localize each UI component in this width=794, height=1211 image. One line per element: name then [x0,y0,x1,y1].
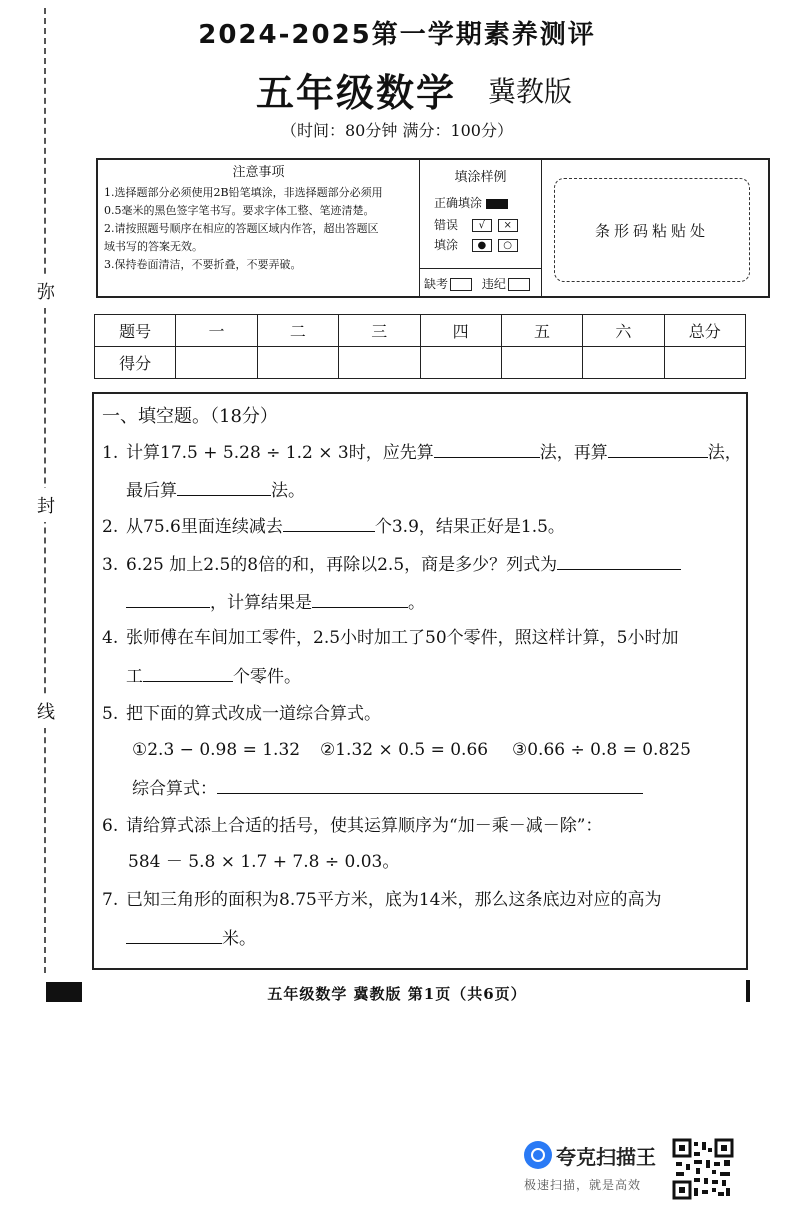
page-footer: 五年级数学 冀教版 第1页（共6页） [267,985,527,1003]
qr-code-icon [672,1138,734,1200]
question-text: 工 [126,667,143,687]
question-5 [102,702,381,726]
score-cell-header: 五 [501,315,582,347]
binding-char-mi: 弥 [36,274,56,308]
absent-violation-row [420,268,541,300]
question-text: 最后算 [126,481,177,501]
notice-item: 域书写的答案无效。 [104,240,203,253]
question-text: 张师傅在车间加工零件，2.5小时加工了50个零件，照这样计算，5小时加 [126,628,679,648]
answer-blank[interactable] [217,776,643,794]
dot-mark-icon: ● [472,239,492,252]
score-cell-label: 题号 [95,315,176,347]
correct-fill-row [434,194,508,211]
score-table [94,314,746,379]
score-input-cell[interactable] [176,347,257,379]
scanner-logo-icon [524,1141,552,1169]
score-cell-header: 一 [176,315,257,347]
score-cell-header: 四 [420,315,501,347]
wrong-fill-label: 错误 [434,218,459,232]
score-row-label: 得分 [95,347,176,379]
section-title: 一、填空题。（18分） [102,406,278,427]
barcode-area: 条形码粘贴处 [554,178,750,282]
absent-box[interactable] [450,278,472,291]
subject-title: 五年级数学 [256,70,457,115]
score-input-cell[interactable] [501,347,582,379]
question-2 [102,514,565,539]
question-6-expression: 584 － 5.8 × 1.7 + 7.8 ÷ 0.03。 [128,852,400,872]
question-number: 3. [102,555,119,575]
answer-blank[interactable] [312,590,408,608]
answer-blank[interactable] [434,440,540,458]
question-5-expression-3: ③0.66 ÷ 0.8 = 0.825 [512,740,691,760]
question-5-expression-1: ①2.3 − 0.98 = 1.32 [132,740,301,760]
question-1-line-1 [102,440,742,465]
answer-blank[interactable] [608,440,708,458]
question-text: 法，再算 [539,443,608,463]
question-number: 6. [102,816,119,836]
correct-fill-label: 正确填涂 [434,196,483,210]
notice-box [96,158,770,298]
score-input-cell[interactable] [420,347,501,379]
question-number: 7. [102,890,119,910]
question-text: 已知三角形的面积为8.75平方米，底为14米，那么这条底边对应的高为 [126,890,662,910]
question-number: 1. [102,443,119,463]
circle-mark-icon: ○ [498,239,518,252]
question-6 [102,814,602,838]
answer-blank[interactable] [126,926,222,944]
watermark-title: 夸克扫描王 [556,1145,656,1169]
question-5-expression-2: ②1.32 × 0.5 = 0.66 [320,740,489,760]
edition-label: 冀教版 [488,75,573,108]
question-text: ，计算结果是 [210,593,312,613]
score-cell-header: 三 [339,315,420,347]
answer-blank[interactable] [126,590,210,608]
time-info: （时间：80分钟 满分：100分） [281,121,513,140]
score-table-header-row [95,315,746,347]
question-number: 5. [102,704,119,724]
question-number: 2. [102,517,119,537]
question-3-line-2 [126,590,425,615]
question-5-combined [132,776,643,801]
score-input-cell[interactable] [339,347,420,379]
wrong-fill-label-2: 填涂 [434,238,459,252]
question-7-line-2 [126,926,256,951]
question-4-line-2 [126,664,301,689]
question-3-line-1 [102,552,681,577]
violation-label: 违纪 [481,277,506,291]
notice-item: 1.选择题部分必须使用2B铅笔填涂，非选择题部分必须用 [104,186,383,199]
question-text: 法， [707,443,742,463]
question-text: 从75.6里面连续减去 [126,517,283,537]
notice-title: 注意事项 [232,165,285,180]
answer-blank[interactable] [557,552,681,570]
question-text: 米。 [222,929,256,949]
question-text: 个零件。 [233,667,301,687]
score-cell-header: 二 [257,315,338,347]
notice-item: 3.保持卷面清洁，不要折叠，不要弄破。 [104,258,302,271]
score-cell-header: 六 [583,315,664,347]
filled-mark-icon [486,199,508,209]
violation-box[interactable] [508,278,530,291]
wrong-fill-row-1 [434,216,518,233]
question-text: 个3.9，结果正好是1.5。 [374,517,565,537]
notice-item: 2.请按照题号顺序在相应的答题区域内作答，超出答题区 [104,222,379,235]
question-text: 。 [408,593,425,613]
absent-label: 缺考 [424,277,449,291]
footer-marker-right [746,980,750,1002]
fill-in-section [92,392,748,970]
question-1-line-2 [126,478,305,503]
question-text: 6.25 加上2.5的8倍的和，再除以2.5，商是多少？列式为 [126,555,558,575]
binding-char-feng: 封 [36,488,56,522]
exam-title: 2024-2025第一学期素养测评 [198,20,596,50]
question-text: 综合算式： [132,779,217,799]
question-text: 法。 [271,481,305,501]
binding-char-xian: 线 [36,694,56,728]
answer-blank[interactable] [177,478,271,496]
question-number: 4. [102,628,119,648]
wrong-fill-row-2 [434,236,518,253]
question-text: 请给算式添上合适的括号，使其运算顺序为“加－乘－减－除”： [126,816,603,836]
fill-sample-section [420,160,542,296]
answer-blank[interactable] [283,514,375,532]
question-text: 把下面的算式改成一道综合算式。 [126,704,381,724]
cross-mark-icon: × [498,219,518,232]
answer-blank[interactable] [143,664,233,682]
question-text: 计算17.5 + 5.28 ÷ 1.2 × 3时，应先算 [126,443,434,463]
score-cell-header: 总分 [664,315,745,347]
notice-item: 0.5毫米的黑色签字笔书写。要求字体工整、笔迹清楚。 [104,204,375,217]
question-4-line-1 [102,626,678,650]
question-7-line-1 [102,888,661,912]
score-table-score-row [95,347,746,379]
notice-section [98,160,420,296]
score-input-cell[interactable] [257,347,338,379]
check-mark-icon: √ [472,219,492,232]
watermark-subtitle: 极速扫描，就是高效 [524,1178,642,1192]
fill-sample-title: 填涂样例 [454,170,507,185]
score-input-cell[interactable] [583,347,664,379]
score-input-cell[interactable] [664,347,745,379]
